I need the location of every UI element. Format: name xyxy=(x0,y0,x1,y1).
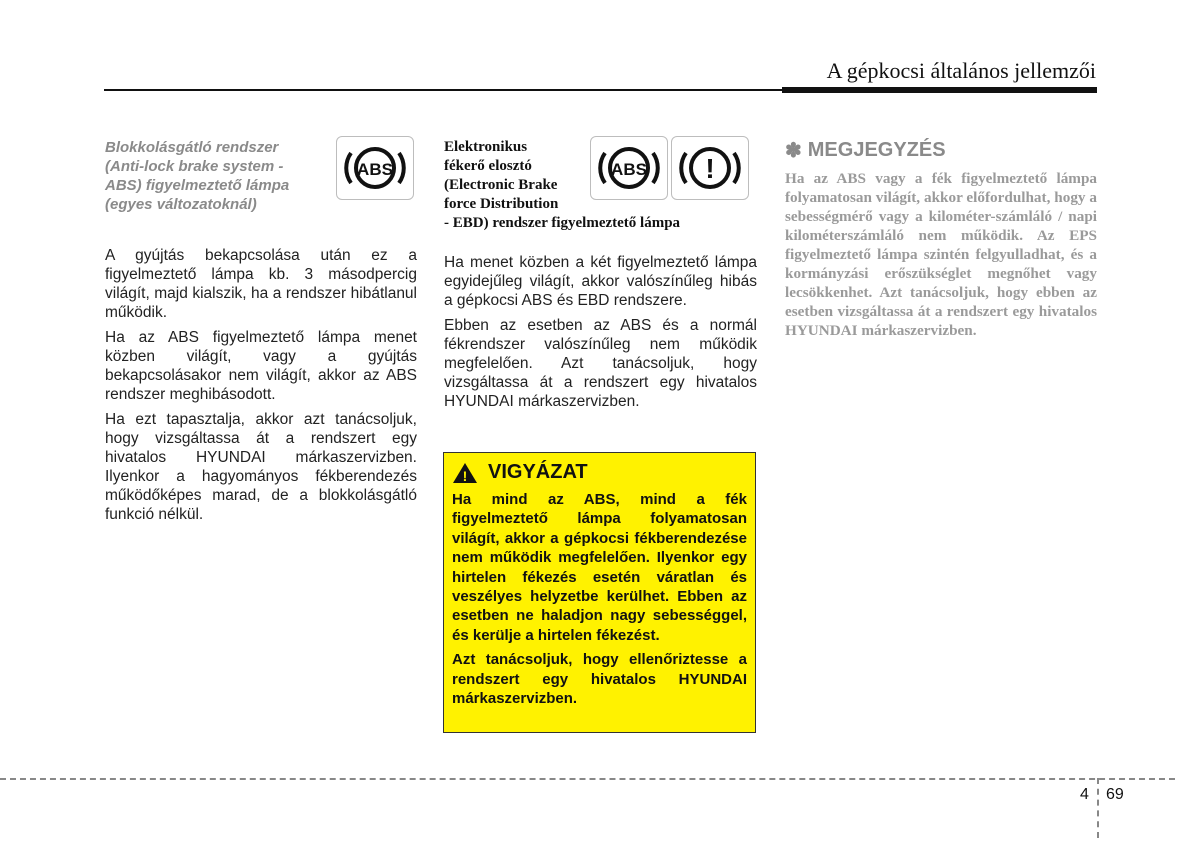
note-section xyxy=(785,138,1097,340)
brake-warning-icon xyxy=(671,136,749,200)
header-rule-accent xyxy=(782,87,1097,93)
caution-title: VIGYÁZAT xyxy=(488,461,588,483)
abs-icon-text: ABS xyxy=(357,160,393,179)
warning-triangle-icon xyxy=(452,462,478,484)
note-header xyxy=(785,138,1097,163)
abs-warning-icon xyxy=(590,136,668,200)
note-title: MEGJEGYZÉS xyxy=(807,139,946,161)
brake-icon-text: ! xyxy=(705,153,715,184)
abs-paragraph-2: Ha az ABS figyelmeztető lámpa menet közben világít, vagy a gyújtás bekapcsolásakor nem világít, akkor az ABS rendszer meghibásodott. xyxy=(105,329,417,403)
caution-paragraph-2: Azt tanácsoljuk, hogy ellenőriztesse a rendszert egy hivatalos HYUNDAI márkaszervizben. xyxy=(452,651,747,708)
ebd-paragraph-2: Ebben az esetben az ABS és a normál fékrendszer valószínűleg nem működik megfelelően. Azt tanácsoljuk, hogy vizsgáltassa át a rendszert egy hivatalos HYUNDAI márkaszervizben. xyxy=(444,317,757,410)
caution-box xyxy=(443,452,756,733)
page-header-title: A gépkocsi általános jellemzői xyxy=(826,58,1096,83)
caution-header xyxy=(452,461,747,484)
abs-paragraph-1: A gyújtás bekapcsolása után ez a figyelmeztető lámpa kb. 3 másodpercig világít, majd kialszik, ha a rendszer hibátlanul működik. xyxy=(105,247,417,321)
footer-vertical-divider xyxy=(1097,778,1099,838)
note-star-icon: ✽ xyxy=(785,140,802,162)
ebd-title-line: (Electronic Brake xyxy=(444,177,558,193)
abs-paragraph-3: Ha ezt tapasztalja, akkor azt tanácsoljuk, hogy vizsgáltassa át a rendszert egy hivatalos HYUNDAI márkaszervizben. Ilyenkor a hagyományos fékberendezés működőképes marad, de a blokkolásgátló funkció nélkül. xyxy=(105,411,417,523)
ebd-section-body xyxy=(444,253,757,411)
ebd-paragraph-1: Ha menet közben a két figyelmeztető lámpa egyidejűleg világít, akkor valószínűleg hibás a gépkocsi ABS és EBD rendszere. xyxy=(444,254,757,309)
caution-paragraph-1: Ha mind az ABS, mind a fék figyelmeztető lámpa folyamatosan világít, akkor a gépkocsi fékberendezése nem működik megfelelően. Ilyenkor egy hirtelen fékezés esetén váratlan és veszélyes helyzetbe kerülhet. Ebben az esetben ne haladjon nagy sebességgel, és kerülje a hirtelen fékezést. xyxy=(452,491,747,644)
ebd-title-line: - EBD) rendszer figyelmeztető lámpa xyxy=(444,215,681,231)
note-text: Ha az ABS vagy a fék figyelmeztető lámpa folyamatosan világít, akkor előfordulhat, hogy a sebességmérő vagy a kilométer-számláló / napi kilométerszámláló nem működik. Az EPS figyelmeztető lámpa szintén felgyulladhat, és a kormányzási erőszükséglet megnőhet vagy lecsökkenhet. Azt tanácsoljuk, hogy ebben az esetben vizsgáltassa át a rendszert egy hivatalos HYUNDAI márkaszervizben. xyxy=(785,170,1097,339)
footer-divider xyxy=(0,778,1175,780)
abs-icon-text: ABS xyxy=(611,160,647,179)
abs-section-body xyxy=(105,246,417,524)
abs-warning-icon xyxy=(336,136,414,200)
abs-section-title: Blokkolásgátló rendszer (Anti-lock brake system - ABS) figyelmeztető lámpa (egyes változatoknál) xyxy=(105,139,290,213)
chapter-number: 4 xyxy=(1080,786,1089,803)
ebd-title-line: Elektronikus xyxy=(444,139,528,155)
svg-text:!: ! xyxy=(462,467,468,484)
ebd-title-line: fékerő elosztó xyxy=(444,158,532,174)
page-number: 69 xyxy=(1106,786,1124,803)
ebd-title-line: force Distribution xyxy=(444,196,559,212)
